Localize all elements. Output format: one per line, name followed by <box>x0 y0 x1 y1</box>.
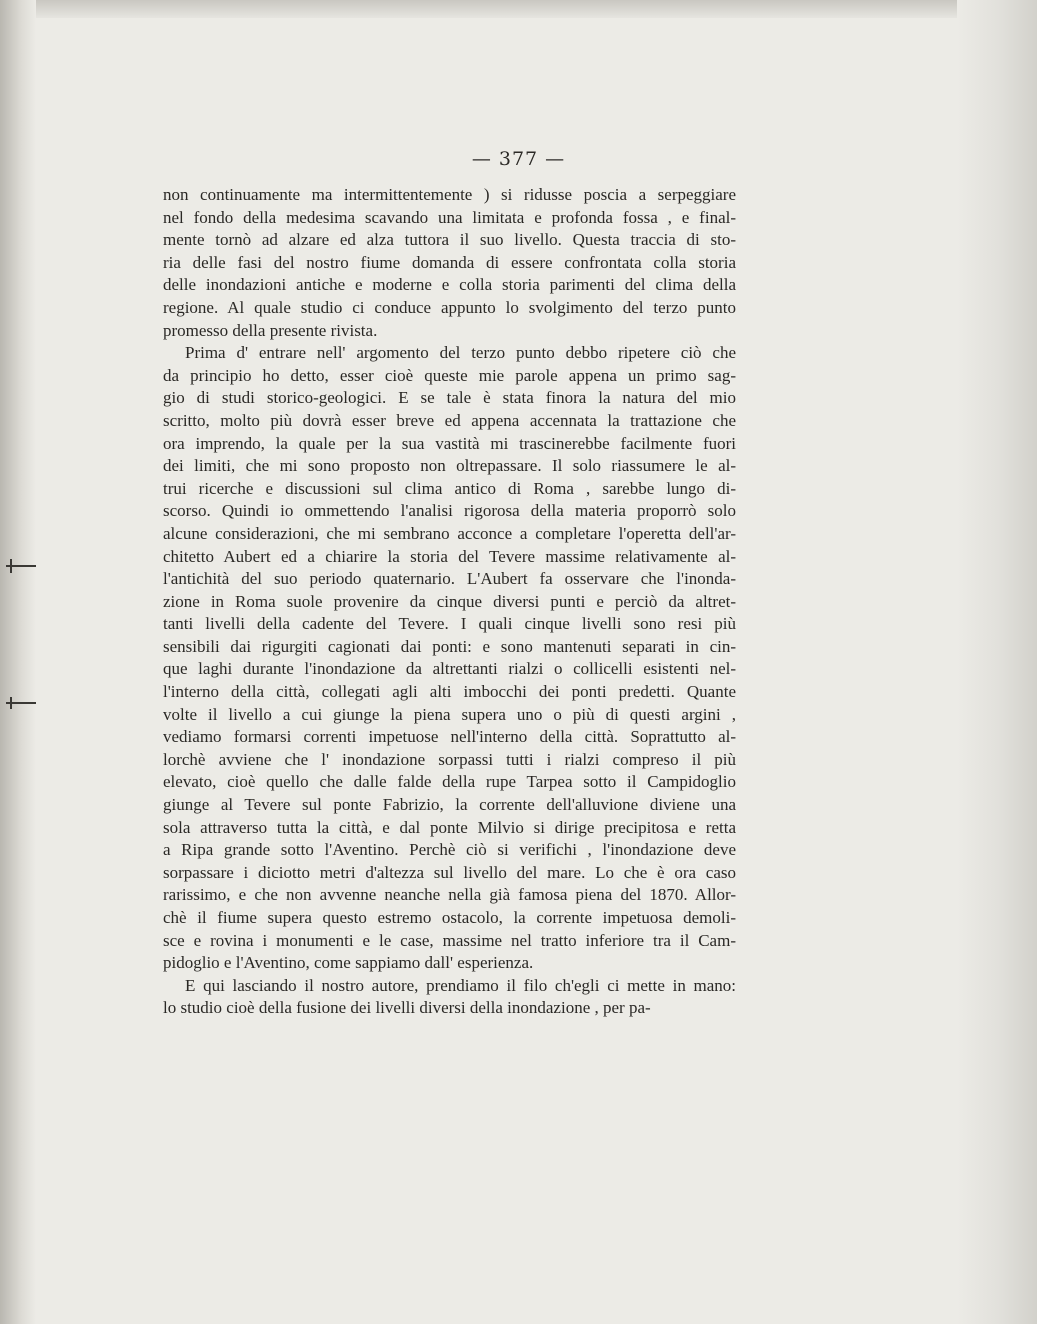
text-line: l'antichità del suo periodo quaternario. L'Aubert fa osservare che l'inonda- <box>163 569 736 589</box>
text-line: promesso della presente rivista. <box>163 320 378 340</box>
text-line: Prima d' entrare nell' argomento del terzo punto debbo ripetere ciò che <box>185 343 736 363</box>
text-line: nel fondo della medesima scavando una limitata e profonda fossa , e final- <box>163 207 736 227</box>
binding-mark-top-stem <box>10 559 12 573</box>
page-top-edge <box>0 0 1037 18</box>
page-right-shadow <box>957 0 1037 1324</box>
text-line: scorso. Quindi io ommettendo l'analisi rigorosa della materia proporrò solo <box>163 501 736 521</box>
text-line: giunge al Tevere sul ponte Fabrizio, la corrente dell'alluvione diviene una <box>163 795 736 815</box>
text-line: sensibili dai rigurgiti cagionati dai ponti: e sono mantenuti separati in cin- <box>163 636 736 656</box>
text-line: rarissimo, e che non avvenne neanche nella già famosa piena del 1870. Allor- <box>163 885 736 905</box>
text-line: ria delle fasi del nostro fiume domanda di essere confrontata colla storia <box>163 252 736 272</box>
text-line: zione in Roma suole provenire da cinque diversi punti e perciò da altret- <box>163 591 736 611</box>
text-line: elevato, cioè quello che dalle falde della rupe Tarpea sotto il Campidoglio <box>163 772 736 792</box>
text-line: a Ripa grande sotto l'Aventino. Perchè ciò si verifichi , l'inondazione deve <box>163 840 736 860</box>
text-line: vediamo formarsi correnti impetuose nell'interno della città. Soprattutto al- <box>163 727 736 747</box>
text-line: lo studio cioè della fusione dei livelli diversi della inondazione , per pa- <box>163 998 651 1018</box>
text-line: E qui lasciando il nostro autore, prendiamo il filo ch'egli ci mette in mano: <box>185 975 736 995</box>
text-line: que laghi durante l'inondazione da altrettanti rialzi o collicelli esistenti nel- <box>163 659 736 679</box>
text-line: chè il fiume supera questo estremo ostacolo, la corrente impetuosa demoli- <box>163 908 736 927</box>
paragraph <box>163 342 736 975</box>
text-line: dei limiti, che mi sono proposto non oltrepassare. Il solo riassumere le al- <box>163 456 736 476</box>
binding-mark-bottom-stem <box>10 697 12 709</box>
text-line: l'interno della città, collegati agli alti imbocchi dei ponti predetti. Quante <box>163 682 736 702</box>
paragraph <box>163 975 736 1020</box>
text-line: regione. Al quale studio ci conduce appunto lo svolgimento del terzo punto <box>163 297 736 317</box>
text-line: chitetto Aubert ed a chiarire la storia del Tevere massime relativamente al- <box>163 546 736 566</box>
text-line: pidoglio e l'Aventino, come sappiamo dall' esperienza. <box>163 953 534 973</box>
text-line: trui ricerche e discussioni sul clima antico di Roma , sarebbe lungo di- <box>163 478 736 498</box>
text-line: non continuamente ma intermittentemente ) si ridusse poscia a serpeggiare <box>163 185 736 204</box>
body-text <box>163 184 736 1020</box>
text-line: sola attraverso tutta la città, e dal ponte Milvio si dirige precipitosa e retta <box>163 817 736 837</box>
text-line: mente tornò ad alzare ed alza tuttora il suo livello. Questa traccia di sto- <box>163 230 736 250</box>
text-line: lorchè avviene che l' inondazione sorpassi tutti i rialzi compreso il più <box>163 749 736 769</box>
text-line: alcune considerazioni, che mi sembrano acconce a completare l'operetta dell'ar- <box>163 523 736 543</box>
text-line: tanti livelli della cadente del Tevere. I quali cinque livelli sono resi più <box>163 614 736 634</box>
text-line: sce e rovina i monumenti e le case, massime nel tratto inferiore tra il Cam- <box>163 930 736 950</box>
text-line: ora imprendo, la quale per la sua vastità mi trascinerebbe facilmente fuori <box>163 433 736 453</box>
paragraph <box>163 184 736 342</box>
text-line: gio di studi storico-geologici. E se tale è stata finora la natura del mio <box>163 388 736 408</box>
text-line: volte il livello a cui giunge la piena supera uno o più di questi argini , <box>163 704 736 724</box>
text-line: scritto, molto più dovrà esser breve ed appena accennata la trattazione che <box>163 410 736 430</box>
text-line: sorpassare i diciotto metri d'altezza sul livello del mare. Lo che è ora caso <box>163 862 736 882</box>
text-line: delle inondazioni antiche e moderne e colla storia parimenti del clima della <box>163 275 736 295</box>
text-line: da principio ho detto, esser cioè queste mie parole appena un primo sag- <box>163 365 736 385</box>
page-number: — 377 — <box>471 148 566 170</box>
page-left-shadow <box>0 0 36 1324</box>
